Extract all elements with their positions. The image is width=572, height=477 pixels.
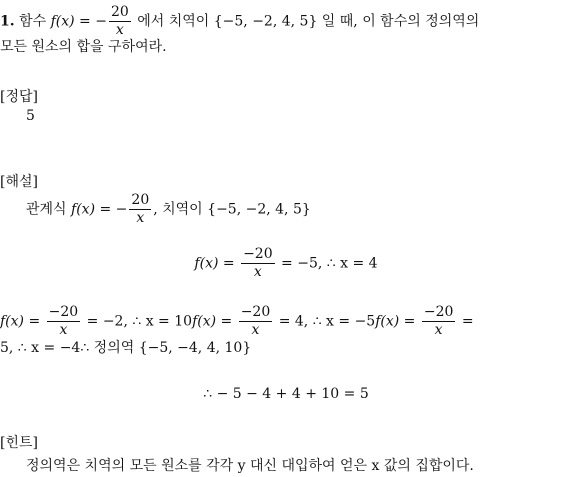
problem-number: 1.: [0, 13, 15, 30]
fraction-numerator: −20: [243, 246, 273, 262]
solution-function: f(x) = −: [71, 201, 128, 218]
answer-value: 5: [26, 108, 35, 124]
equation-lhs: f(x) =: [192, 313, 237, 330]
equation-fraction: [47, 304, 81, 339]
equation-2: [0, 304, 572, 339]
fraction-numerator: 20: [131, 192, 150, 208]
fraction-denominator: x: [434, 322, 443, 338]
fraction-denominator: x: [115, 22, 124, 38]
solution-fraction: [129, 192, 151, 227]
problem-fraction: [109, 4, 131, 39]
problem-function: f(x) = −: [50, 13, 107, 30]
solution-line-3: 5, ∴ x = −4∴ 정의역 {−5, −4, 4, 10}: [0, 340, 252, 356]
fraction-numerator: 20: [110, 4, 129, 20]
answer-header: [정답]: [0, 89, 38, 105]
fraction-numerator: −20: [240, 304, 271, 320]
equation-result: = 4, ∴ x = −5: [274, 313, 376, 330]
equation-1: [0, 246, 572, 281]
fraction-numerator: −20: [423, 304, 454, 320]
problem-line-2: 모든 원소의 합을 구하여라.: [0, 39, 167, 55]
equation-lhs: f(x) =: [194, 255, 240, 272]
sum-equation: ∴ − 5 − 4 + 4 + 10 = 5: [203, 386, 369, 402]
fraction-denominator: x: [251, 322, 260, 338]
equation-lhs: f(x) =: [375, 313, 420, 330]
fraction-numerator: −20: [48, 304, 79, 320]
problem-line-1: [0, 4, 479, 39]
fraction-denominator: x: [136, 210, 145, 226]
equation-fraction: [241, 246, 275, 281]
fraction-denominator: x: [59, 322, 68, 338]
equation-result: =: [457, 313, 474, 330]
fraction-denominator: x: [253, 264, 262, 280]
problem-intro: 함수: [19, 13, 51, 30]
solution-header: [해설]: [0, 174, 38, 190]
solution-range: , 치역이 {−5, −2, 4, 5}: [153, 201, 311, 218]
equation-fraction: [422, 304, 456, 339]
solution-line-1: [26, 192, 311, 227]
hint-header: [힌트]: [0, 435, 38, 451]
equation-result: = −2, ∴ x = 10: [82, 313, 193, 330]
equation-result: = −5, ∴ x = 4: [276, 255, 378, 272]
equation-fraction: [239, 304, 273, 339]
problem-rest: 에서 치역이 {−5, −2, 4, 5} 일 때, 이 함수의 정의역의: [132, 13, 480, 30]
solution-intro: 관계식: [26, 201, 72, 218]
equation-lhs: f(x) =: [0, 313, 45, 330]
hint-text: 정의역은 치역의 모든 원소를 각각 y 대신 대입하여 얻은 x 값의 집합이다.: [26, 458, 474, 474]
